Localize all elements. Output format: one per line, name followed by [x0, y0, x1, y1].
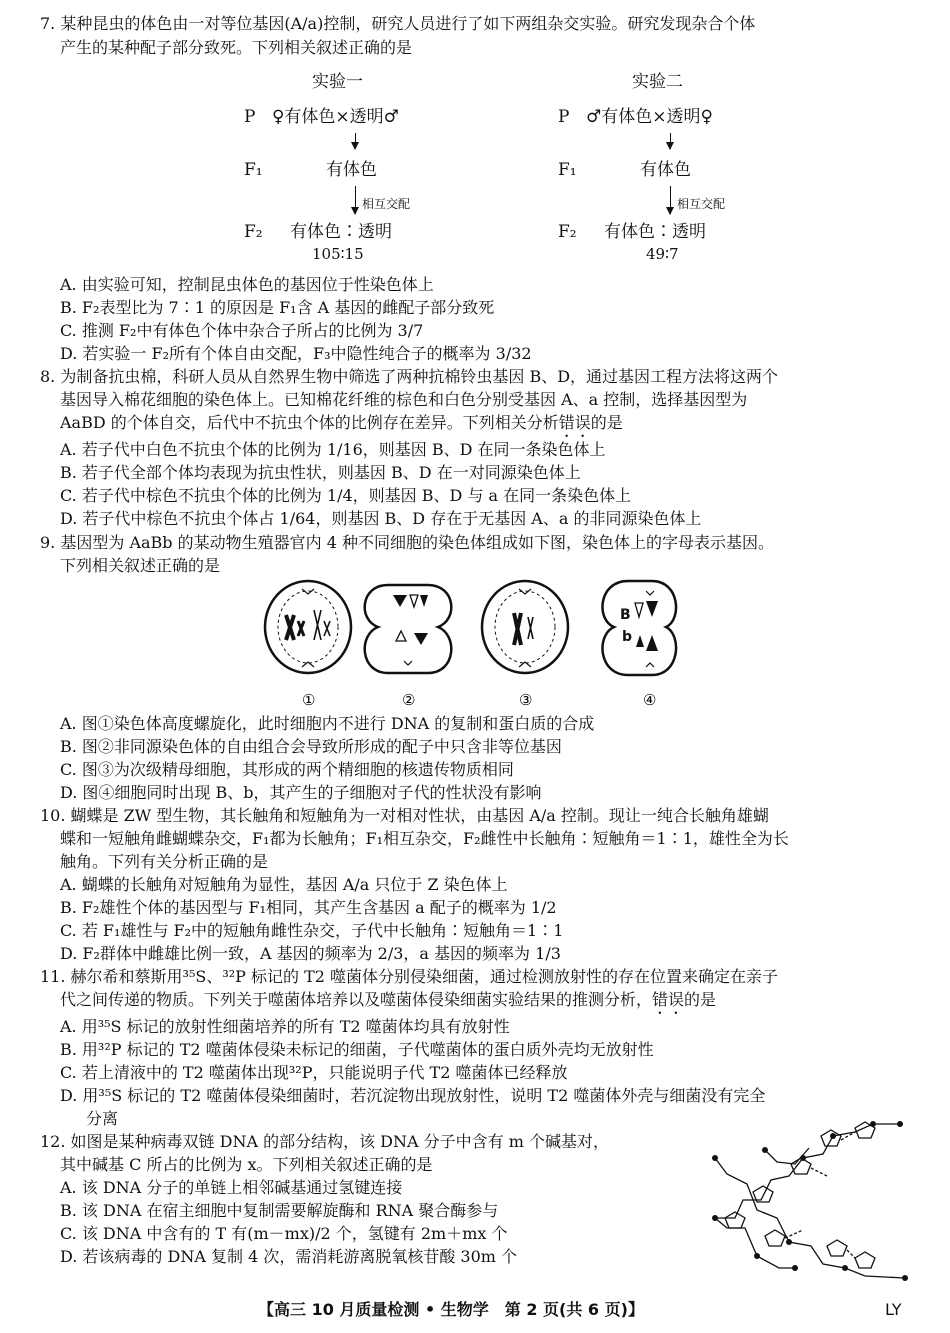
cell-label-4: ④	[643, 691, 657, 709]
q10-stem-line2: 蝶和一短触角雌蝴蝶杂交，F₁都为长触角；F₁相互杂交，F₂雌性中长触角∶短触角＝1∶1，雄性全为长	[60, 829, 789, 848]
cell-4	[602, 581, 676, 675]
exp2-arrow-2	[670, 186, 671, 214]
q10-stem-line3: 触角。下列有关分析正确的是	[60, 852, 269, 871]
q11-option-c: C. 若上清液中的 T2 噬菌体出现³²P，只能说明子代 T2 噬菌体已经释放	[60, 1063, 568, 1082]
q11-option-d-cont: 分离	[86, 1109, 119, 1128]
q9-option-a: A. 图①染色体高度螺旋化，此时细胞内不进行 DNA 的复制和蛋白质的合成	[60, 714, 595, 733]
q7-option-c: C. 推测 F₂中有体色个体中杂合子所占的比例为 3/7	[60, 321, 424, 340]
dna-structure-figure	[705, 1118, 915, 1286]
q12-option-b: B. 该 DNA 在宿主细胞中复制需要解旋酶和 RNA 聚合酶参与	[60, 1201, 499, 1220]
q11-option-a: A. 用³⁵S 标记的放射性细菌培养的所有 T2 噬菌体均具有放射性	[60, 1017, 510, 1036]
q8-emphasis: 错误	[558, 413, 591, 432]
q7-option-a: A. 由实验可知，控制昆虫体色的基因位于性染色体上	[60, 275, 434, 294]
q11-stem-tail: 的是	[684, 990, 717, 1009]
q9-option-c: C. 图③为次级精母细胞，其形成的两个精细胞的核遗传物质相同	[60, 760, 514, 779]
cell-division-figure	[260, 575, 690, 710]
q10-option-a: A. 蝴蝶的长触角对短触角为显性，基因 A/a 只位于 Z 染色体上	[60, 875, 508, 894]
q9-option-d: D. 图④细胞同时出现 B、b，其产生的子细胞对子代的性状没有影响	[60, 783, 542, 802]
q8-stem-tail: 的是	[590, 413, 623, 432]
q8-option-b: B. 若子代全部个体均表现为抗虫性状，则基因 B、D 在一对同源染色体上	[60, 463, 581, 482]
q12-option-d: D. 若该病毒的 DNA 复制 4 次，需消耗游离脱氧核苷酸 30m 个	[60, 1247, 518, 1266]
q7-stem-line1: 7. 某种昆虫的体色由一对等位基因(A/a)控制，研究人员进行了如下两组杂交实验。研究发现杂合个体	[40, 14, 756, 33]
q9-stem-line2: 下列相关叙述正确的是	[60, 556, 221, 575]
cell-label-2: ②	[402, 691, 416, 709]
cell-2	[365, 585, 452, 673]
exp2-f1-label: F₁	[558, 160, 577, 180]
q8-option-c: C. 若子代中棕色不抗虫个体的比例为 1/4，则基因 B、D 与 a 在同一条染色体上	[60, 486, 632, 505]
q12-option-c: C. 该 DNA 中含有的 T 有(m－mx)/2 个，氢键有 2m＋mx 个	[60, 1224, 508, 1243]
cell-1	[265, 581, 351, 673]
exp1-f2: 有体色∶透明	[290, 222, 392, 242]
exp2-arrow-1	[670, 133, 671, 149]
q8-stem-line3	[60, 413, 623, 441]
exp1-mate: 相互交配	[362, 197, 411, 211]
exp1-f1: 有体色	[326, 160, 377, 180]
q7-stem-line2: 产生的某种配子部分致死。下列相关叙述正确的是	[60, 38, 413, 57]
q10-stem-line1: 10. 蝴蝶是 ZW 型生物，其长触角和短触角为一对相对性状，由基因 A/a 控制。现让一纯合长触角雄蝴	[40, 806, 769, 825]
exp2-ratio: 49∶7	[646, 245, 679, 263]
q11-option-b: B. 用³²P 标记的 T2 噬菌体侵染未标记的细菌，子代噬菌体的蛋白质外壳均无放射性	[60, 1040, 654, 1059]
q11-stem-line1: 11. 赫尔希和蔡斯用³⁵S、³²P 标记的 T2 噬菌体分别侵染细菌，通过检测放射性的存在位置来确定在亲子	[40, 967, 779, 986]
cell-label-3: ③	[519, 691, 533, 709]
q12-stem-line1: 12. 如图是某种病毒双链 DNA 的部分结构，该 DNA 分子中含有 m 个碱基对，	[40, 1132, 609, 1151]
exp1-p-label: P	[244, 107, 256, 127]
q7-option-d: D. 若实验一 F₂所有个体自由交配，F₃中隐性纯合子的概率为 3/32	[60, 344, 532, 363]
exp1-arrow-2	[355, 186, 356, 214]
q12-option-a: A. 该 DNA 分子的单链上相邻碱基通过氢键连接	[60, 1178, 403, 1197]
q9-option-b: B. 图②非同源染色体的自由组合会导致所形成的配子中只含非等位基因	[60, 737, 562, 756]
gene-b-lower: b	[622, 629, 633, 645]
q10-option-c: C. 若 F₁雄性与 F₂中的短触角雌性杂交，子代中长触角∶短触角＝1∶1	[60, 921, 564, 940]
q12-stem-line2: 其中碱基 C 所占的比例为 x。下列相关叙述正确的是	[60, 1155, 433, 1174]
exp2-f2-label: F₂	[558, 222, 577, 242]
cell-3	[482, 581, 568, 673]
q10-option-b: B. F₂雄性个体的基因型与 F₁相同，其产生含基因 a 配子的概率为 1/2	[60, 898, 557, 917]
q11-emphasis: 错误	[652, 990, 685, 1009]
footer-title: 【高三 10 月质量检测 • 生物学 第 2 页(共 6 页)】	[258, 1300, 644, 1319]
exp1-title: 实验一	[312, 72, 363, 92]
q8-stem-line1: 8. 为制备抗虫棉，科研人员从自然界生物中筛选了两种抗棉铃虫基因 B、D，通过基因工程方法将这两个	[40, 367, 779, 386]
q8-stem-line2: 基因导入棉花细胞的染色体上。已知棉花纤维的棕色和白色分别受基因 A、a 控制，选择基因型为	[60, 390, 748, 409]
exp1-f1-label: F₁	[244, 160, 263, 180]
exp1-ratio: 105∶15	[312, 245, 364, 263]
exp1-f2-label: F₂	[244, 222, 263, 242]
q11-stem-line2	[60, 990, 716, 1018]
gene-b-upper: B	[620, 607, 631, 623]
q10-option-d: D. F₂群体中雌雄比例一致，A 基因的频率为 2/3，a 基因的频率为 1/3	[60, 944, 561, 963]
q8-option-d: D. 若子代中棕色不抗虫个体占 1/64，则基因 B、D 存在于无基因 A、a 的非同源染色体上	[60, 509, 702, 528]
exp2-f1: 有体色	[640, 160, 691, 180]
exp1-p-cross: ♀有体色×透明♂	[272, 107, 399, 127]
exp2-f2: 有体色∶透明	[604, 222, 706, 242]
q11-option-d: D. 用³⁵S 标记的 T2 噬菌体侵染细菌时，若沉淀物出现放射性，说明 T2 噬菌体外壳与细菌没有完全	[60, 1086, 766, 1105]
q9-stem-line1: 9. 基因型为 AaBb 的某动物生殖器官内 4 种不同细胞的染色体组成如下图，染色体上的字母表示基因。	[40, 533, 774, 552]
exp2-title: 实验二	[632, 72, 683, 92]
exp2-p-label: P	[558, 107, 570, 127]
q8-option-a: A. 若子代中白色不抗虫个体的比例为 1/16，则基因 B、D 在同一条染色体上	[60, 440, 606, 459]
q8-stem-text: AaBD 的个体自交，后代中不抗虫个体的比例存在差异。下列相关分析	[60, 413, 559, 432]
q7-option-b: B. F₂表型比为 7∶1 的原因是 F₁含 A 基因的雌配子部分致死	[60, 298, 495, 317]
exp1-arrow-1	[355, 133, 356, 149]
exp2-p-cross: ♂有体色×透明♀	[586, 107, 713, 127]
footer-code: LY	[885, 1300, 902, 1319]
q11-stem-text: 代之间传递的物质。下列关于噬菌体培养以及噬菌体侵染细菌实验结果的推测分析，	[60, 990, 653, 1009]
exp2-mate: 相互交配	[677, 197, 726, 211]
cell-label-1: ①	[302, 691, 316, 709]
